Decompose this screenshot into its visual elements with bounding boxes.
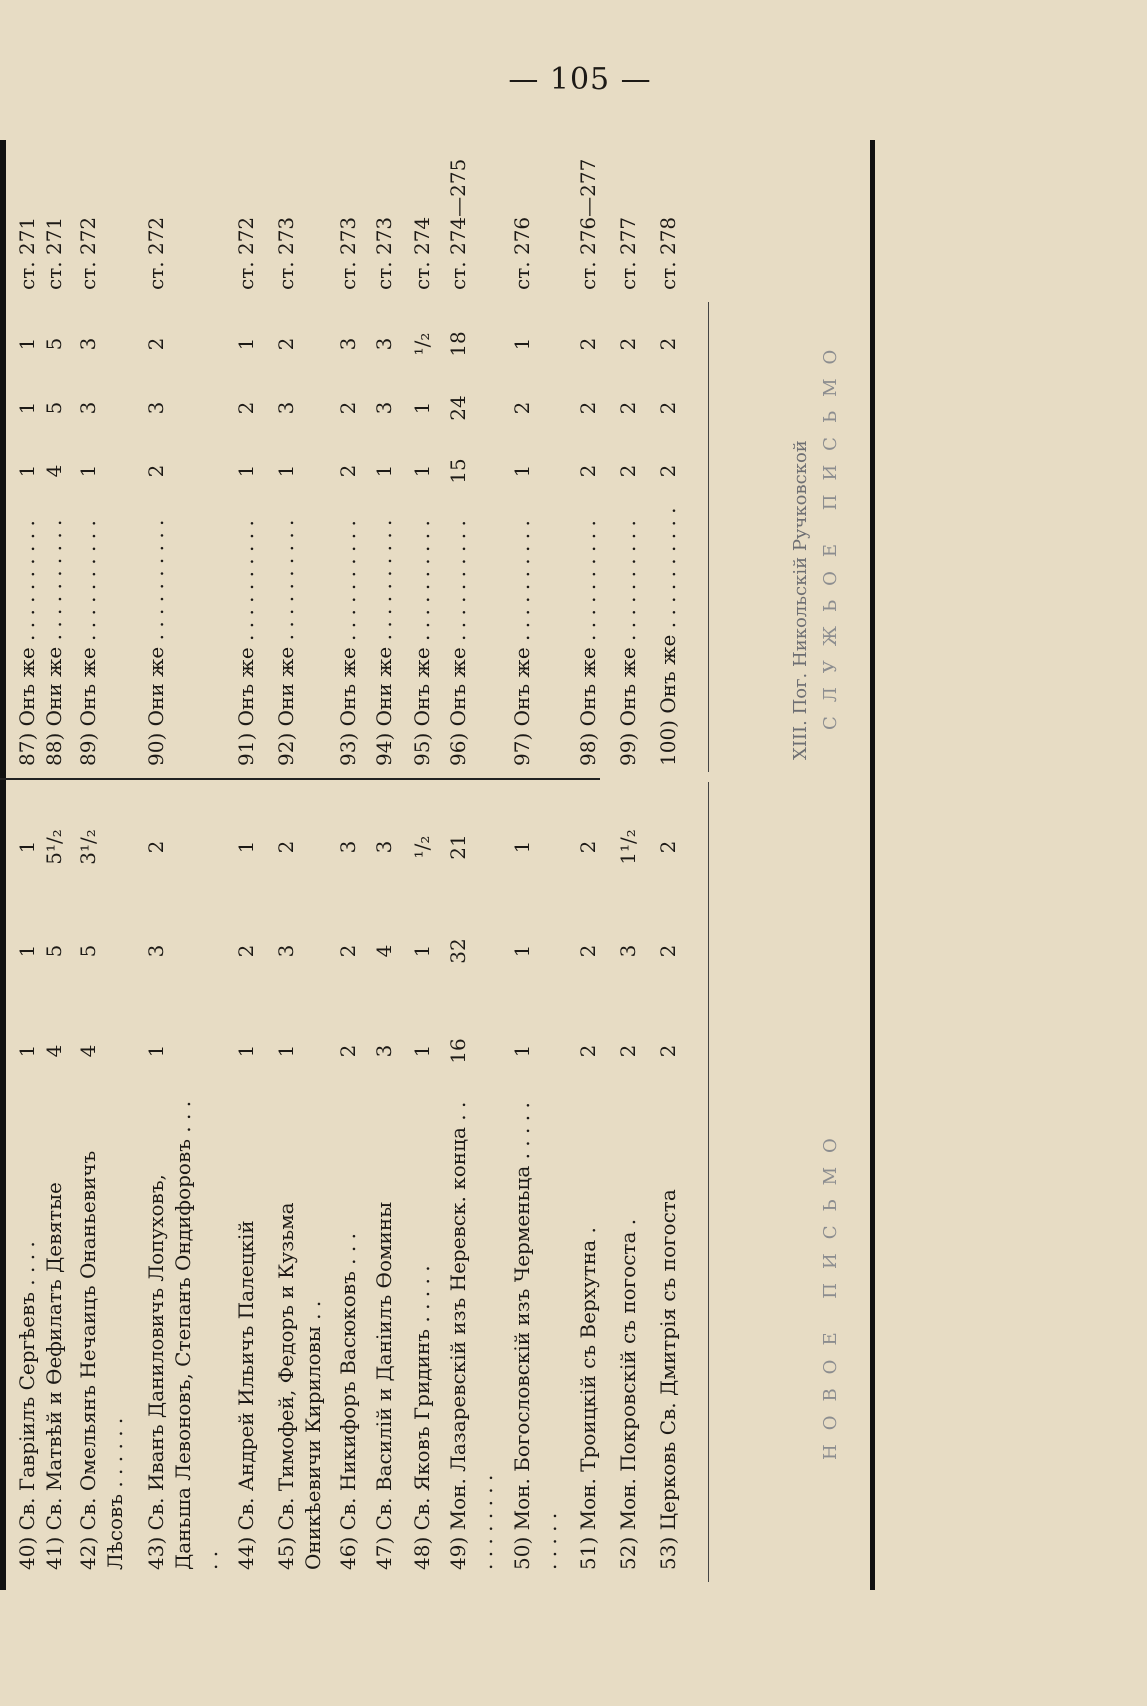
- page-ref: ст. 278: [656, 216, 680, 290]
- col-b: 1: [510, 944, 534, 958]
- col-a: 1: [410, 1044, 434, 1058]
- table-row: [75, 782, 143, 1582]
- col-c: 1¹/₂: [616, 829, 640, 865]
- page-number: — 105 —: [508, 62, 652, 97]
- table-rule: [708, 782, 709, 1582]
- row-name: 99) Онъ же . . . . . . . . . .: [616, 520, 640, 766]
- page-ref: ст. 276: [510, 216, 534, 290]
- left-footer-label: НОВОЕ ПИСЬМО: [820, 1124, 841, 1460]
- page-ref: ст. 271: [42, 216, 66, 290]
- table-row: [233, 782, 273, 1582]
- col-a: 1: [76, 464, 100, 478]
- row-name: 52) Мон. Покровскiй съ погоста .: [616, 1218, 640, 1570]
- col-c: 5: [42, 337, 66, 351]
- row-name: 87) Онъ же . . . . . . . . . .: [15, 520, 39, 766]
- col-c: 2: [274, 337, 298, 351]
- col-c: 1: [234, 337, 258, 351]
- left-table: [14, 782, 774, 1582]
- col-c: 1: [510, 840, 534, 854]
- col-a: 1: [15, 1044, 39, 1058]
- col-b: 3: [274, 401, 298, 415]
- col-b: 2: [234, 401, 258, 415]
- col-b: 1: [410, 401, 434, 415]
- col-a: 4: [42, 1044, 66, 1058]
- col-c: 3: [336, 840, 360, 854]
- col-c: 2: [656, 337, 680, 351]
- col-b: 3: [144, 944, 168, 958]
- col-b: 5: [76, 944, 100, 958]
- table-row: [575, 142, 615, 772]
- table-row: [14, 142, 41, 772]
- col-a: 1: [234, 464, 258, 478]
- col-c: 2: [576, 840, 600, 854]
- row-name: 90) Они же . . . . . . . . . .: [144, 519, 168, 766]
- col-a: 1: [372, 464, 396, 478]
- col-a: 2: [576, 1044, 600, 1058]
- table-row: [143, 142, 233, 772]
- col-b: 2: [576, 401, 600, 415]
- row-name: 95) Онъ же . . . . . . . . . .: [410, 520, 434, 766]
- page-ref: ст. 274—275: [446, 158, 470, 290]
- table-row: [41, 782, 75, 1582]
- row-name: 51) Мон. Троицкiй съ Верхутна .: [576, 1227, 600, 1570]
- col-a: 1: [510, 464, 534, 478]
- col-b: 3: [372, 401, 396, 415]
- col-a: 2: [336, 464, 360, 478]
- col-c: 1: [15, 840, 39, 854]
- table-rule: [708, 302, 709, 772]
- top-rule: [0, 140, 6, 1590]
- page-ref: ст. 272: [234, 216, 258, 290]
- col-c: 5¹/₂: [42, 829, 66, 865]
- col-a: 2: [576, 464, 600, 478]
- table-row: [273, 782, 335, 1582]
- col-a: 3: [372, 1044, 396, 1058]
- col-b: 1: [15, 944, 39, 958]
- col-c: 3: [336, 337, 360, 351]
- row-name: 89) Онъ же . . . . . . . . . .: [76, 520, 100, 766]
- row-name: 92) Они же . . . . . . . . . .: [274, 519, 298, 766]
- col-a: 1: [144, 1044, 168, 1058]
- rotated-table: [0, 140, 880, 1590]
- col-c: 2: [274, 840, 298, 854]
- col-b: 2: [510, 401, 534, 415]
- page-ref: ст. 272: [76, 216, 100, 290]
- table-row: [409, 782, 445, 1582]
- col-b: 4: [372, 944, 396, 958]
- col-c: ¹/₂: [410, 835, 434, 859]
- col-c: ¹/₂: [410, 332, 434, 356]
- row-name: 49) Мон. Лазаревскiй изъ Неревск. конца . . . . . . . . . .: [446, 1101, 497, 1570]
- col-b: 5: [42, 401, 66, 415]
- col-c: 2: [616, 337, 640, 351]
- bleed-through-footer: [790, 140, 860, 1590]
- col-b: 2: [336, 401, 360, 415]
- page-ref: ст. 277: [616, 216, 640, 290]
- row-name: 94) Они же . . . . . . . . . .: [372, 519, 396, 766]
- col-c: 18: [446, 331, 470, 357]
- row-name: 100) Онъ же . . . . . . . . . .: [656, 507, 680, 766]
- col-b: 3: [616, 944, 640, 958]
- col-b: 3: [144, 401, 168, 415]
- table-row: [445, 142, 509, 772]
- page-ref: ст. 273: [274, 216, 298, 290]
- col-c: 2: [656, 840, 680, 854]
- table-row: [41, 142, 75, 772]
- table-row: [409, 142, 445, 772]
- col-a: 4: [76, 1044, 100, 1058]
- table-row: [14, 782, 41, 1582]
- row-name: 93) Онъ же . . . . . . . . . .: [336, 520, 360, 766]
- col-b: 1: [410, 944, 434, 958]
- row-name: 50) Мон. Богословскiй изъ Черменьца . . . . . . . . . .: [510, 1102, 561, 1570]
- right-table: [14, 142, 774, 772]
- table-row: [371, 142, 409, 772]
- table-row: [335, 142, 371, 772]
- col-a: 2: [144, 464, 168, 478]
- row-name: 98) Онъ же . . . . . . . . . .: [576, 520, 600, 766]
- col-b: 3: [76, 401, 100, 415]
- col-c: 3: [372, 840, 396, 854]
- col-a: 2: [336, 1044, 360, 1058]
- col-c: 3¹/₂: [76, 829, 100, 865]
- col-c: 1: [510, 337, 534, 351]
- row-name: 47) Св. Василiй и Данiилъ Ѳомины: [372, 1201, 396, 1570]
- col-c: 21: [446, 834, 470, 860]
- col-b: 1: [15, 401, 39, 415]
- row-name: 44) Св. Андрей Ильичъ Палецкiй: [234, 1220, 258, 1570]
- table-row: [75, 142, 143, 772]
- page-ref: ст. 274: [410, 216, 434, 290]
- col-a: 2: [656, 464, 680, 478]
- col-a: 1: [274, 1044, 298, 1058]
- col-b: 2: [336, 944, 360, 958]
- col-c: 3: [76, 337, 100, 351]
- row-name: 97) Онъ же . . . . . . . . . .: [510, 520, 534, 766]
- page-ref: ст. 273: [372, 216, 396, 290]
- table-row: [233, 142, 273, 772]
- col-a: 1: [15, 464, 39, 478]
- col-b: 2: [656, 944, 680, 958]
- table-row: [371, 782, 409, 1582]
- col-c: 2: [144, 337, 168, 351]
- col-b: 5: [42, 944, 66, 958]
- row-name: 42) Св. Омельянъ Нечаицъ Онаньевичъ Лѣсовъ . . . . . .: [76, 1150, 127, 1570]
- table-row: [335, 782, 371, 1582]
- table-row: [655, 782, 691, 1582]
- right-footer-label: СЛУЖЬОЕ ПИСЬМО: [820, 335, 841, 730]
- table-row: [273, 142, 335, 772]
- row-name: 96) Онъ же . . . . . . . . . .: [446, 520, 470, 766]
- col-c: 1: [15, 337, 39, 351]
- col-b: 2: [616, 401, 640, 415]
- page-ref: ст. 272: [144, 216, 168, 290]
- page-ref: ст. 276—277: [576, 158, 600, 290]
- col-a: 1: [410, 464, 434, 478]
- col-b: 32: [446, 938, 470, 964]
- row-name: 88) Они же . . . . . . . . . .: [42, 519, 66, 766]
- col-b: 2: [576, 944, 600, 958]
- table-row: [445, 782, 509, 1582]
- col-a: 2: [616, 464, 640, 478]
- col-a: 1: [510, 1044, 534, 1058]
- table-row: [509, 782, 575, 1582]
- col-b: 24: [446, 395, 470, 421]
- page-ref: ст. 271: [15, 216, 39, 290]
- page-ref: ст. 273: [336, 216, 360, 290]
- col-c: 1: [234, 840, 258, 854]
- col-a: 2: [656, 1044, 680, 1058]
- row-name: 41) Св. Матвѣй и Ѳефилатъ Девятые: [42, 1182, 66, 1570]
- table-row: [143, 782, 233, 1582]
- row-name: 46) Св. Никифоръ Васюковъ . . .: [336, 1233, 360, 1570]
- col-a: 1: [274, 464, 298, 478]
- table-row: [615, 782, 655, 1582]
- col-a: 15: [446, 458, 470, 484]
- row-name: 40) Св. Гаврiилъ Сергѣевъ . . . .: [15, 1241, 39, 1570]
- col-c: 2: [576, 337, 600, 351]
- col-b: 3: [274, 944, 298, 958]
- row-name: 45) Св. Тимофей, Федоръ и Кузьма Оникѣевичи Кириловы . .: [274, 1202, 325, 1570]
- row-name: 91) Онъ же . . . . . . . . . .: [234, 520, 258, 766]
- table-row: [615, 142, 655, 772]
- col-a: 4: [42, 464, 66, 478]
- section-label: XIII. Пог. Никольскiй Ручковской: [790, 440, 811, 760]
- bottom-rule: [870, 140, 875, 1590]
- col-a: 1: [234, 1044, 258, 1058]
- col-c: 3: [372, 337, 396, 351]
- row-name: 48) Св. Яковъ Гридинъ . . . . .: [410, 1265, 434, 1570]
- table-row: [509, 142, 575, 772]
- col-b: 2: [656, 401, 680, 415]
- table-row: [575, 782, 615, 1582]
- row-name: 53) Церковь Св. Дмитрiя съ погоста: [656, 1189, 680, 1570]
- col-a: 2: [616, 1044, 640, 1058]
- col-a: 16: [446, 1038, 470, 1064]
- table-row: [655, 142, 691, 772]
- column-divider: [0, 778, 600, 780]
- row-name: 43) Св. Иванъ Даниловичъ Лопуховъ, Даньша Левоновъ, Степанъ Ондифоровъ . . . . .: [144, 1100, 222, 1570]
- col-b: 2: [234, 944, 258, 958]
- col-c: 2: [144, 840, 168, 854]
